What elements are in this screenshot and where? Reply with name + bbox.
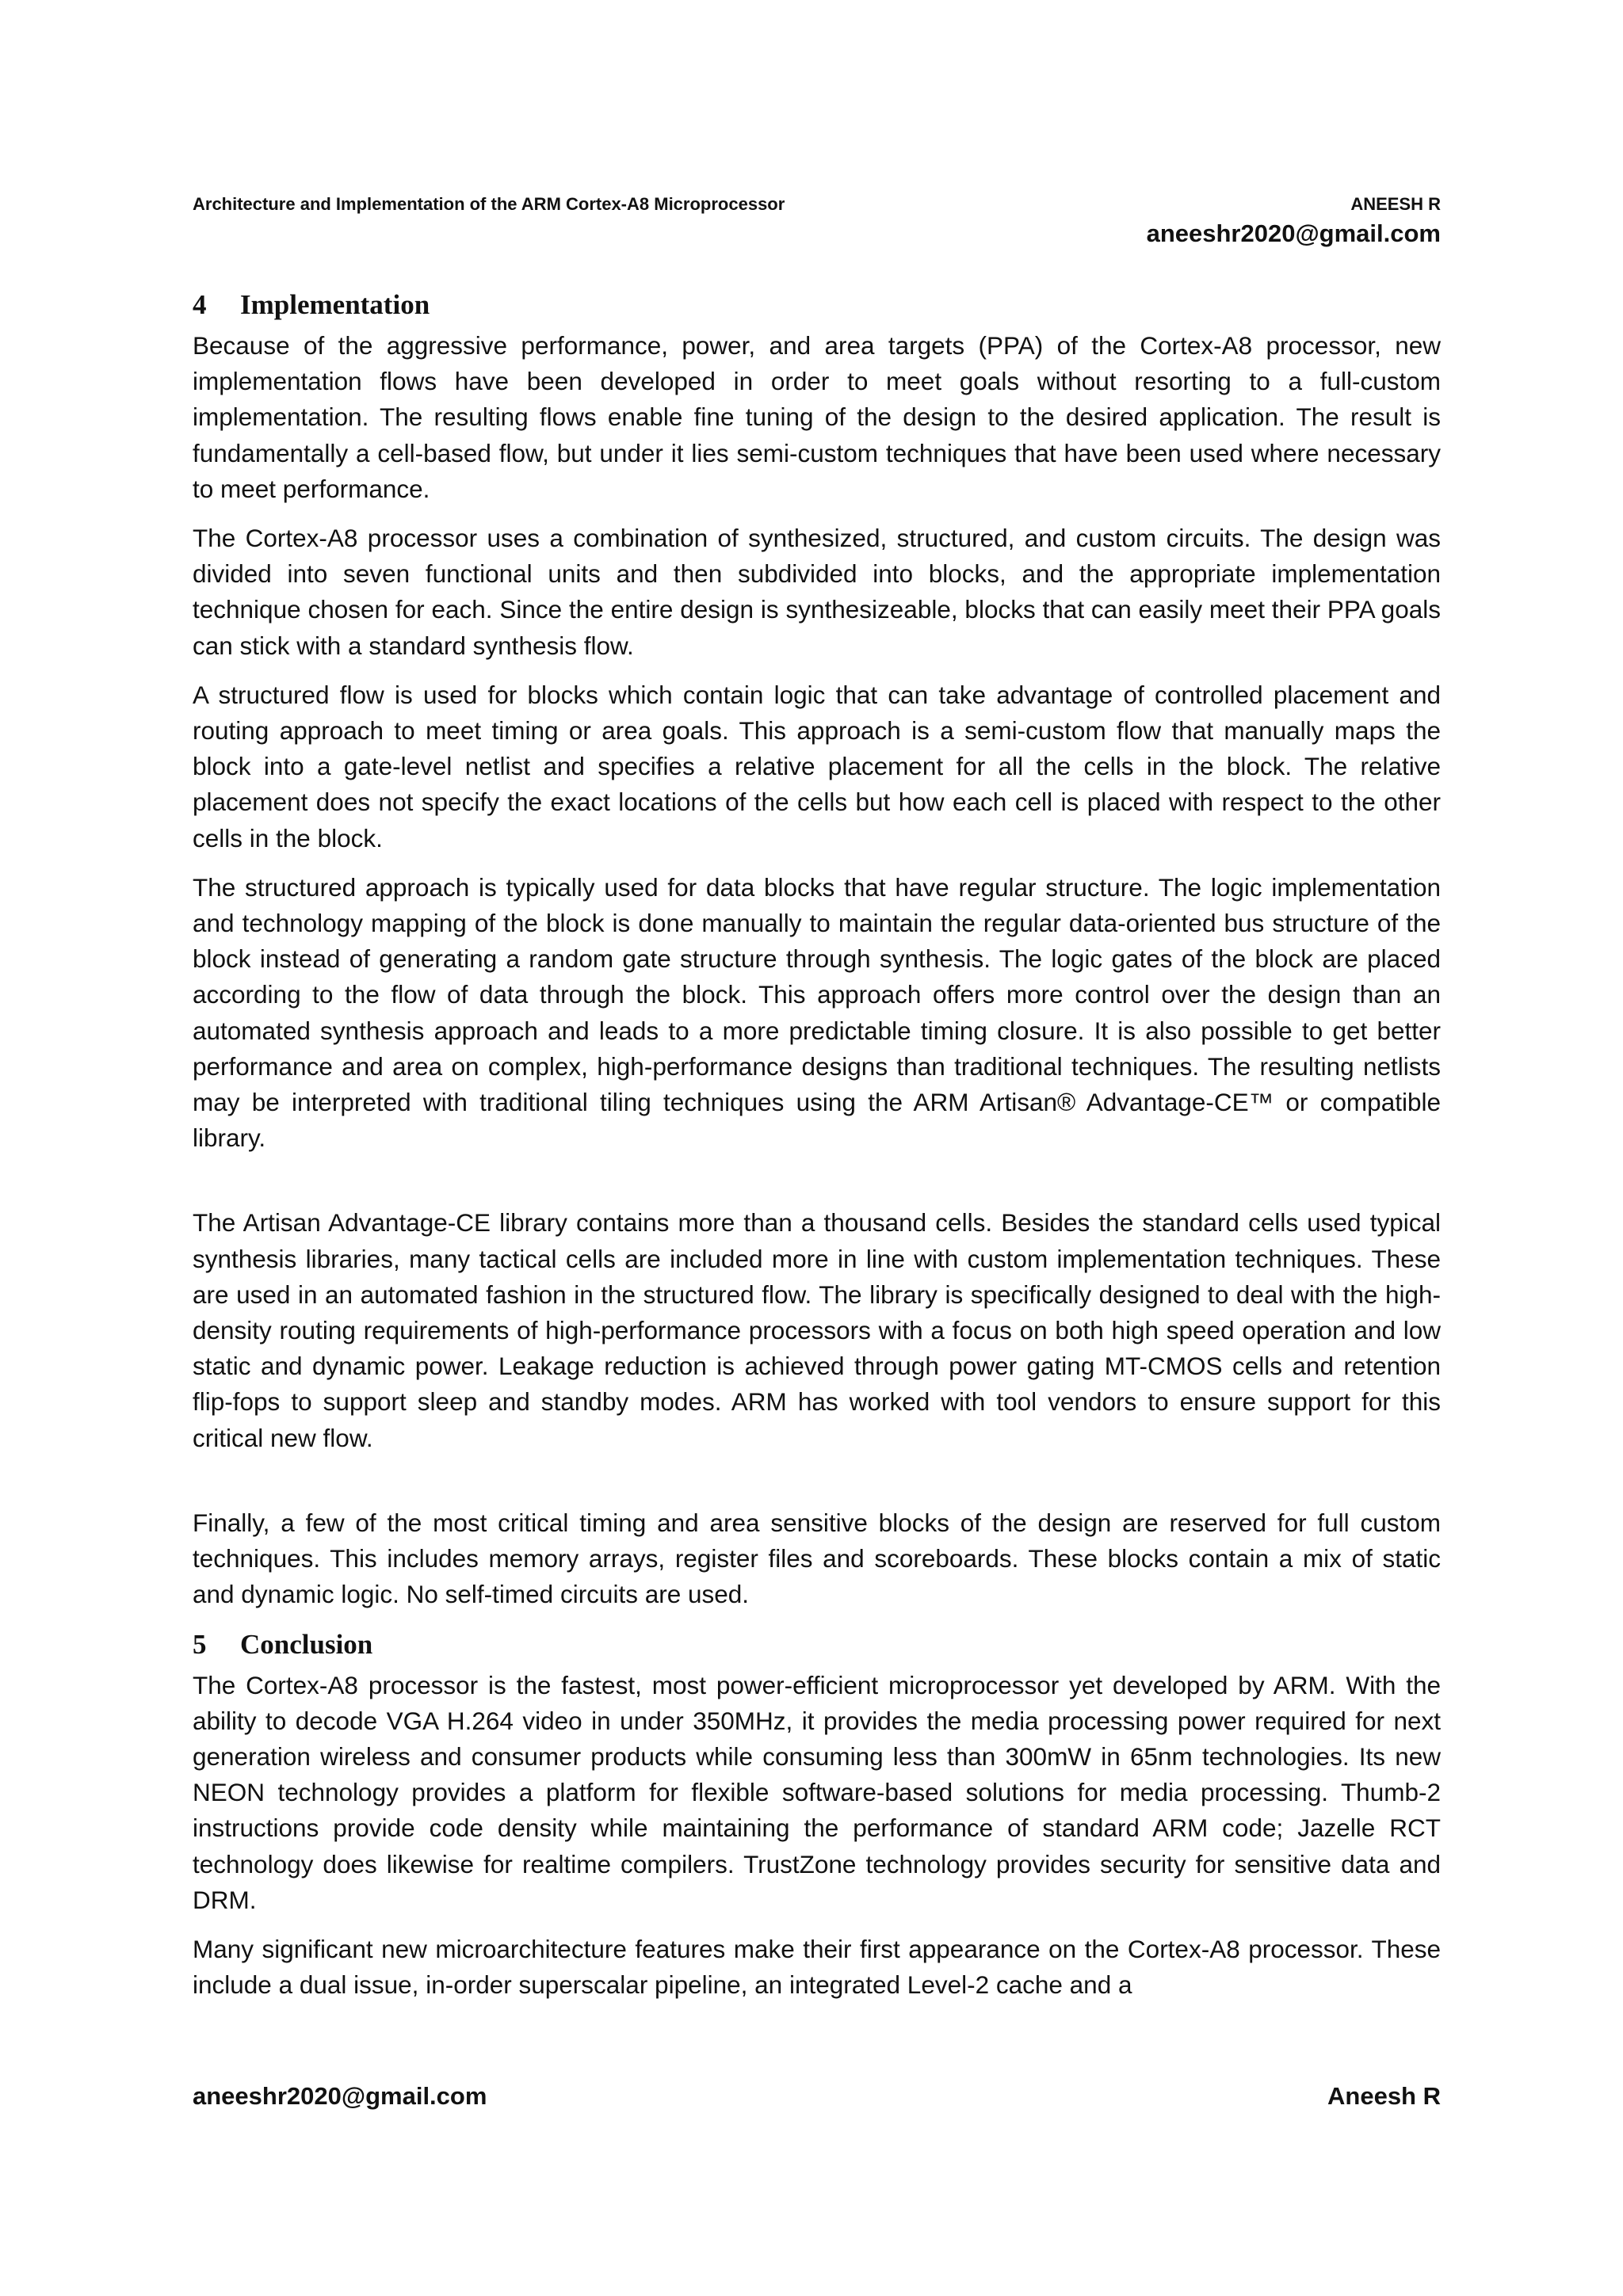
paragraph: Finally, a few of the most critical timing and area sensitive blocks of the design are reserved for full custom techniques. This includes memory arrays, register files and scoreboards. These blocks contain a mix of static and dynamic logic. No self-timed circuits are used.	[193, 1508, 1441, 1609]
running-header	[193, 193, 1441, 249]
paragraph: The Cortex-A8 processor is the fastest, most power-efficient microprocessor yet developed by ARM. With the ability to decode VGA H.264 video in under 350MHz, it provides the media processing power required for next generation wireless and consumer products while consuming less than 300mW in 65nm technologies. Its new NEON technology provides a platform for flexible software-based solutions for media processing. Thumb-2 instructions provide code density while maintaining the performance of standard ARM code; Jazelle RCT technology does likewise for realtime compilers. TrustZone technology provides security for sensitive data and DRM.	[193, 1670, 1441, 1914]
paragraph: A structured flow is used for blocks which contain logic that can take advantage of controlled placement and routing approach to meet timing or area goals. This approach is a semi-custom flow that manually maps the block into a gate-level netlist and specifies a relative placement for all the cells in the block. The relative placement does not specify the exact locations of the cells but how each cell is placed with respect to the other cells in the block.	[193, 680, 1441, 852]
header-title: Architecture and Implementation of the ARM Cortex-A8 Microprocessor	[193, 194, 785, 214]
header-row	[193, 193, 1441, 215]
paragraph: The Cortex-A8 processor uses a combination of synthesized, structured, and custom circuits. The design was divided into seven functional units and then subdivided into blocks, and the appropriate implementation technique chosen for each. Since the entire design is synthesizeable, blocks that can easily meet their PPA goals can stick with a standard synthesis flow.	[193, 524, 1441, 660]
paragraph: The Artisan Advantage-CE library contains more than a thousand cells. Besides the standard cells used typical synthesis libraries, many tactical cells are included more in line with custom implementation techniques. These are used in an automated fashion in the structured flow. The library is specifically designed to deal with the high-density routing requirements of high-performance processors with a focus on both high speed operation and low static and dynamic power. Leakage reduction is achieved through power gating MT-CMOS cells and retention flip-fops to support sleep and standby modes. ARM has worked with tool vendors to ensure support for this critical new flow.	[193, 1208, 1441, 1452]
section-heading-implementation	[193, 287, 1441, 323]
header-author: ANEESH R	[1350, 194, 1441, 214]
paragraph: The structured approach is typically used for data blocks that have regular structure. The logic implementation and technology mapping of the block is done manually to maintain the regular data-oriented bus structure of the block instead of generating a random gate structure through synthesis. The logic gates of the block are placed according to the flow of data through the block. This approach offers more control over the design than an automated synthesis approach and leads to a more predictable timing closure. It is also possible to get better performance and area on complex, high-performance designs than traditional techniques. The resulting netlists may be interpreted with traditional tiling techniques using the ARM Artisan® Advantage-CE™ or compatible library.	[193, 872, 1441, 1153]
paragraph: Many significant new microarchitecture features make their first appearance on the Cortex-A8 processor. These include a dual issue, in-order superscalar pipeline, an integrated Level-2 cache and a	[193, 1934, 1441, 2000]
section-heading-conclusion	[193, 1627, 1441, 1663]
section-title: Implementation	[240, 289, 430, 320]
section-title: Conclusion	[240, 1628, 373, 1660]
section-number: 4	[193, 289, 207, 320]
section-number: 5	[193, 1628, 207, 1660]
header-email: aneeshr2020@gmail.com	[1146, 219, 1441, 247]
main-content	[193, 287, 1441, 2016]
footer-author: Aneesh R	[1327, 2082, 1441, 2110]
paragraph: Because of the aggressive performance, power, and area targets (PPA) of the Cortex-A8 processor, new implementation flows have been developed in order to meet goals without resorting to a full-custom implementation. The resulting flows enable fine tuning of the design to the desired application. The result is fundamentally a cell-based flow, but under it lies semi-custom techniques that have been used where necessary to meet performance.	[193, 331, 1441, 503]
running-footer	[193, 2081, 1441, 2112]
footer-email: aneeshr2020@gmail.com	[193, 2082, 487, 2110]
